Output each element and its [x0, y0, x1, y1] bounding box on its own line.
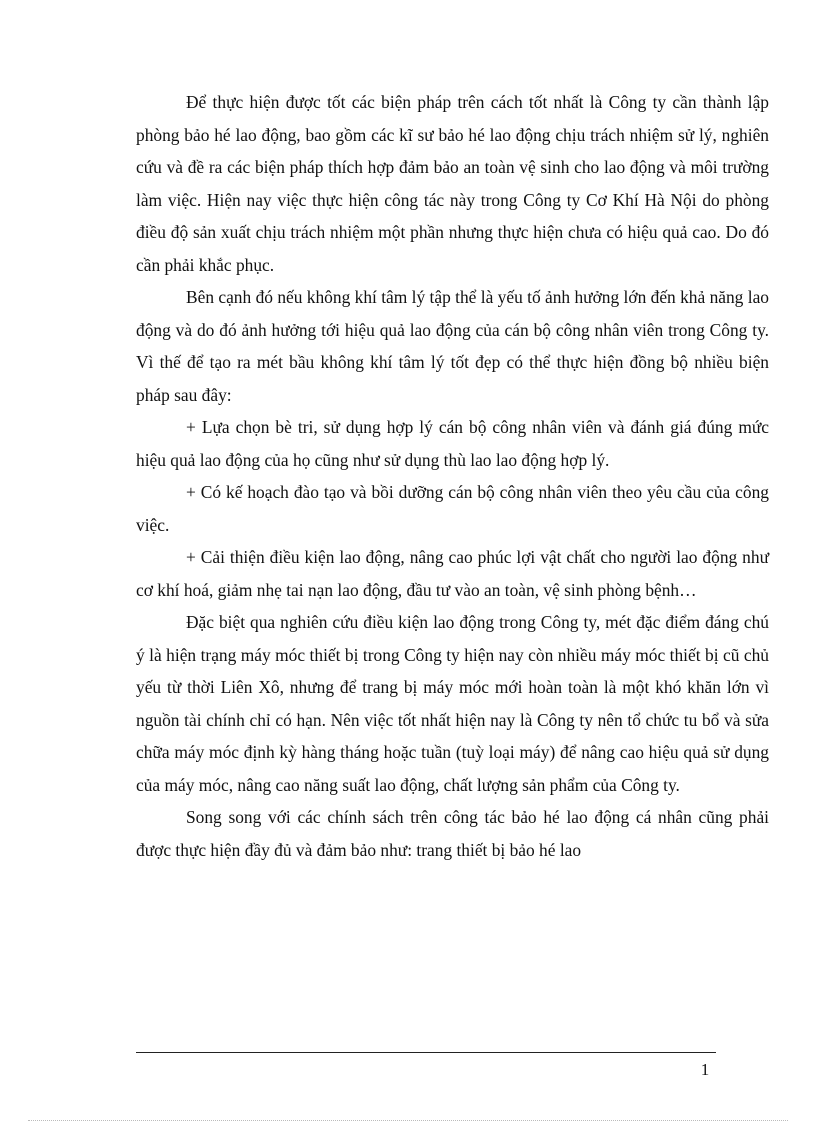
page-bottom-border	[28, 1120, 788, 1121]
paragraph-2: Bên cạnh đó nếu không khí tâm lý tập thể là yếu tố ảnh hưởng lớn đến khả năng lao động và do đó ảnh hưởng tới hiệu quả lao động của cán bộ công nhân viên trong Công ty. Vì thế để tạo ra mét bầu không khí tâm lý tốt đẹp có thể thực hiện đồng bộ nhiều biện pháp sau đây:	[136, 287, 769, 405]
body-text	[136, 86, 769, 866]
paragraph-1: Để thực hiện được tốt các biện pháp trên cách tốt nhất là Công ty cần thành lập phòng bảo hé lao động, bao gồm các kĩ sư bảo hé lao động chịu trách nhiệm sử lý, nghiên cứu và đề ra các biện pháp thích hợp đảm bảo an toàn vệ sinh cho lao động và môi trường làm việc. Hiện nay việc thực hiện công tác này trong Công ty Cơ Khí Hà Nội do phòng điều độ sản xuất chịu trách nhiệm một phần nhưng thực hiện chưa có hiệu quả cao. Do đó cần phải khắc phục.	[136, 92, 769, 275]
paragraph-3: Đặc biệt qua nghiên cứu điều kiện lao động trong Công ty, mét đặc điểm đáng chú ý là hiện trạng máy móc thiết bị trong Công ty hiện nay còn nhiều máy móc thiết bị cũ chủ yếu từ thời Liên Xô, nhưng để trang bị máy móc mới hoàn toàn là một khó khăn lớn vì nguồn tài chính chỉ có hạn. Nên việc tốt nhất hiện nay là Công ty nên tổ chức tu bổ và sửa chữa máy móc định kỳ hàng tháng hoặc tuần (tuỳ loại máy) để nâng cao hiệu quả sử dụng của máy móc, nâng cao năng suất lao động, chất lượng sản phẩm của Công ty.	[136, 612, 769, 795]
bullet-item-2: + Có kế hoạch đào tạo và bồi dưỡng cán bộ công nhân viên theo yêu cầu của công việc.	[136, 482, 769, 535]
page-number: 1	[700, 1060, 710, 1079]
paragraph-4: Song song với các chính sách trên công tác bảo hé lao động cá nhân cũng phải được thực hiện đầy đủ và đảm bảo như: trang thiết bị bảo hé lao	[136, 807, 769, 860]
bullet-item-3: + Cải thiện điều kiện lao động, nâng cao phúc lợi vật chất cho người lao động như cơ khí hoá, giảm nhẹ tai nạn lao động, đầu tư vào an toàn, vệ sinh phòng bệnh…	[136, 547, 769, 600]
bullet-item-1: + Lựa chọn bè tri, sử dụng hợp lý cán bộ công nhân viên và đánh giá đúng mức hiệu quả lao động của họ cũng như sử dụng thù lao lao động hợp lý.	[136, 417, 769, 470]
footer-divider	[136, 1052, 716, 1053]
